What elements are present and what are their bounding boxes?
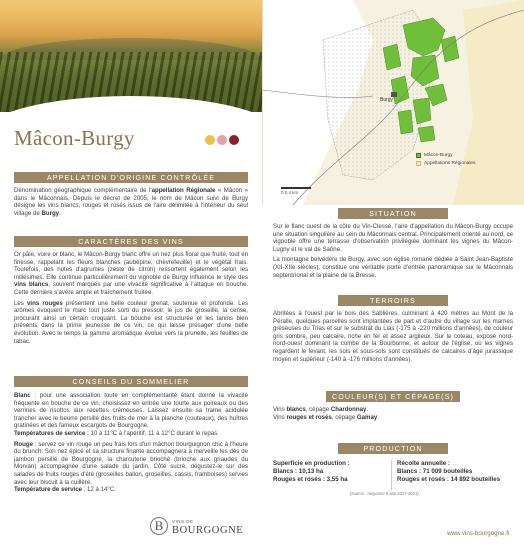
map-scale: 0 0,4 km [281, 187, 311, 195]
map-legend: Mâcon-Burgy Appellations Régionales [416, 153, 475, 169]
bourgogne-logo: B VINS DE BOURGOGNE [150, 515, 260, 539]
caracteres-text: Or pâle, voire or blanc, le Mâcon-Burgy blanc offre un nez plus floral que fruité, tout en finesse, rappelant les fleurs blanches (aubépine, chèvrefeuille) et le végétal frais. Toutefois, des notes d'agrumes (zeste de citron) ressortent également selon les millésimes. Elle continue particulièrement du vignoble de Burgy influence le style des vins blancs, souvent marqués par une vivacité significative à l'attaque en bouche. Cette dernière s'avère ample et fraîchement fruitée. Les vins rouges présentent une belle couleur grenat, soutenue et profonde. Les arômes évoquent le marc tout juste sorti du pressoir, le jus de groseille, la cerise, procurant ainsi un certain croquant. La bouche est structurée et les tanins bien présents dans la prime jeunesse de ce vin, ce qui laisse présager d'une belle évolution. Avec le temps la gamme aromatique évolue vers la prunelle, les feuilles de tabac. [14, 251, 248, 345]
sommelier-text: Blanc : pour une association toute en complémentarité étant donné la vivacité fréquente en bouche de ce vin, choisissez en entrée une tourte aux poireaux ou des verrines de risottos aux recettes crémeuses. Laissez ensuite sa trame acidulée trancher avec le beurre persillé des fruits de mer à la planche (couteaux), des huîtres gratinées et des fameux escargots de Bourgogne. Températures de service : 10 à 11°C à l'apéritif, 11 à 12°C durant le repas. Rouge : servez ce vin rouge un peu frais lors d'un mâchon bourguignon chic à l'heure du brunch. Son nez épicé et sa structure finante accompagnera à merveille les dés de jambon persillé de Bourgogne, la charcuterie brioché (brioche aux griaudes du Morvan) accompagnée d'une salade du jardin. Côté sucré, dégustez-le sur des salades de fruits rouges d'été (groseilles ballon, groseilles, cassis, framboises) servies avec leur biscuit à la cuillère. Température de service : 12 à 14°C. [14, 392, 248, 494]
cepages-text: Vins blancs, cépage Chardonnay. Vins rouges et rosés, cépage Gamay. [273, 406, 379, 421]
production-heading: PRODUCTION [338, 443, 448, 454]
situation-heading: SITUATION [338, 208, 448, 219]
website-link[interactable]: www.vins-bourgogne.fr [447, 530, 510, 537]
production-source: (source : moyenne 5 ans 2017-2021) [350, 491, 419, 496]
logo-b-icon: B [150, 517, 168, 535]
rose-wine-icon [217, 135, 227, 145]
red-wine-icon [229, 135, 239, 145]
appellation-text: Dénomination géographique complémentaire de l'appellation Régionale « Mâcon » dans le Mâconnais. Depuis le décret de 2005, le nom de Mâcon suivi de Burgy désigne les vins blancs, rouges et rosés issus de l'aire délimitée à l'intérieur du seul village de Burgy. [14, 187, 248, 217]
appellation-heading: APPELLATION D'ORIGINE CONTRÔLÉE [14, 172, 248, 183]
vineyard-photo [0, 0, 262, 112]
cepages-heading: COULEUR(S) ET CÉPAGE(S) [326, 391, 460, 402]
terroirs-heading: TERROIRS [338, 295, 448, 306]
terroirs-text: Abritées à l'ouest par le bois des Sablières, culminant à 420 mètres au Mont de la Péralle, quelques parcelles sont implantées de part et d'autre du village sur les marnes gréseuses du Trias et sur le substrat du Lias (-175 à -220 millions d'années), de couleur gris sombre, peu calcaire, riche en fer et assez argileux. Sur le coteau, exposé nord-nord-ouest dominant la combe de la Bourbonne, et autour de l'église, où les vignes regardent le levant, les sols et sous-sols sont constitués de calcaires d'âge jurassique moyen et supérieur (-140 à -176 millions d'années). [273, 310, 513, 363]
white-wine-icon [205, 135, 215, 145]
appellation-map [262, 0, 524, 205]
sommelier-heading: CONSEILS DU SOMMELIER [14, 376, 248, 387]
page-title: Mâcon-Burgy [14, 126, 135, 150]
situation-text: Sur le flanc ouest de la côte du Vin-Clessé, l'aire d'appellation du Mâcon-Burgy occupe une situation singulière au sein du Mâconnais central. Principalement orienté au nord, ce vignoble offre une terrasse d'observation privilégiée dominant les vignes du Mâcon-Lugny et le val de Saône. La montagne belvédère de Burgy, avec son église romane dédiée à Saint Jean-Baptiste (XII-XIIe siècles), constitue une véritable porte d'entrée panoramique sur le Mâconnais septentrional et la plaine de la Bresse. [273, 223, 513, 279]
map-village-label: Burgy [380, 97, 394, 103]
caracteres-heading: CARACTÈRES DES VINS [14, 236, 248, 247]
map-drawing [263, 0, 524, 205]
page: Mâcon-Burgy APPELLATION D'ORIGINE CONTRÔLÉE Dénomination géographique complémentaire de l'appellation Régionale « Mâcon » dans le Mâconnais. Depuis le décret de 2005, le nom de Mâcon suivi de Burgy désigne les vins blancs, rouges et rosés issus de l'aire délimitée à l'intérieur du seul village de Burgy. CARACTÈRES DES VINS Or pâle, voire or blanc, le Mâcon-Burgy blanc offre un nez plus floral que fruité, tout en finesse, rappelant les fleurs blanches (aubépine, chèvrefeuille) et le végétal frais. Toutefois, des notes d'agrumes (zeste de citron) ressortent également selon les millésimes. Elle continue particulièrement du vignoble de Burgy influence le style des vins blancs, souvent marqués par une vivacité significative à l'attaque en bouche. Cette dernière s'avère ample et fraîchement fruitée. Les vins rouges présentent une belle couleur grenat, soutenue et profonde. Les arômes évoquent le marc tout juste sorti du pressoir, le jus de groseille, la cerise, procurant ainsi un certain croquant. La bouche est structurée et les tanins bien présents dans la prime jeunesse de ce vin, ce qui laisse présager d'une belle évolution. Avec le temps la gamme aromatique évolue vers la prunelle, les feuilles de tabac. CONSEILS DU SOMMELIER Blanc : pour une association toute en complémentarité étant donné la vivacité fréquente en bouche de ce vin, choisissez en entrée une tourte aux poireaux ou des verrines de risottos aux recettes crémeuses. Laissez ensuite sa trame acidulée trancher avec le beurre persillé des fruits de mer à la planche (couteaux), des huîtres gratinées et des fameux escargots de Bourgogne. Températures de service : 10 à 11°C à l'apéritif, 11 à 12°C durant le repas. Rouge : servez ce vin rouge un peu frais lors d'un mâchon bourguignon chic à l'heure du brunch. Son nez épicé et sa structure finante accompagnera à merveille les dés de jambon persillé de Bourgogne, la charcuterie brioché (brioche aux griaudes du Morvan) accompagnée d'une salade du jardin. Côté sucré, dégustez-le sur des salades de fruits rouges d'été (groseilles ballon, groseilles, cassis, framboises) servies avec leur biscuit à la cuillère. Température de service : 12 à 14°C. B VINS DE BOURGOGNE Burgy Mâcon-Burgy Appellations Régionales 0 0,4 km SITUATION Sur le flanc ouest de la côte du Vin-Clessé, l'aire d'appellation du Mâcon-Burgy occupe une situation singulière au sein du Mâconnais central. Principalement orienté au nord, ce vignoble offre une terrasse d'observation privilégiée dominant les vignes du Mâcon-Lugny et le val de Saône. La montagne belvédère de Burgy, avec son église romane dédiée à Saint Jean-Baptiste (XII-XIIe siècles), constitue une véritable porte d'entrée panoramique sur le Mâconnais septentrional et la plaine de la Bresse. TERROIRS Abritées à l'ouest par le bois des Sablières, culminant à 420 mètres au Mont de la Péralle, quelques parcelles sont implantées de part et d'autre du village sur les marnes gréseuses du Trias et sur le substrat du Lias (-175 à -220 millions d'années), de couleur gris sombre, peu calcaire, riche en fer et assez argileux. Sur le coteau, exposé nord-nord-ouest dominant la combe de la Bourbonne, et autour de l'église, où les vignes regardent le levant, les sols et sous-sols sont constitués de calcaires d'âge jurassique moyen et supérieur (-140 à -176 millions d'années). COULEUR(S) ET CÉPAGE(S) Vins blancs, cépage Chardonnay. Vins rouges et rosés, cépage Gamay. PRODUCTION Superficie en production : Blancs : 10,13 ha Rouges et rosés : 3,55 ha Récolte annuelle : Blancs : 71 009 bouteilles Rouges et rosés : 14 892 bouteilles (source : moyenne 5 ans 2017-2021) www.vins-bourgogne.fr [0, 0, 524, 550]
wine-color-icons [205, 135, 239, 145]
